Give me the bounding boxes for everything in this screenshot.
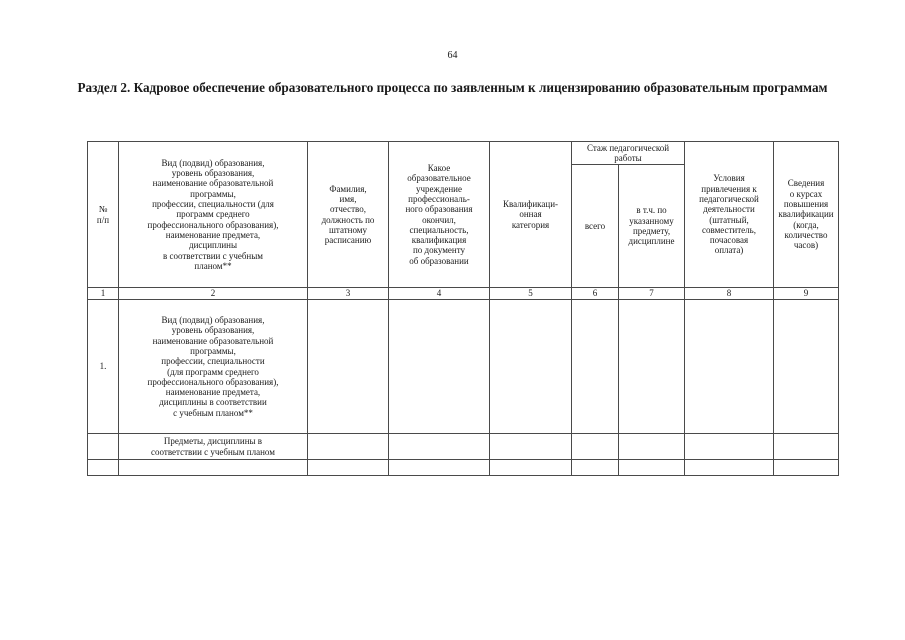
column-number: 1 bbox=[88, 288, 119, 300]
empty-cell bbox=[308, 300, 389, 434]
empty-cell bbox=[572, 300, 619, 434]
column-number: 4 bbox=[389, 288, 490, 300]
header-institution: Какое образовательное учреждение профессиональ- ного образования окончил, специальность, квалификация по документу об образовании bbox=[389, 142, 490, 288]
empty-cell bbox=[490, 460, 572, 476]
section-title: Раздел 2. Кадровое обеспечение образовательного процесса по заявленным к лицензированию образовательным программам bbox=[77, 80, 828, 95]
column-number: 6 bbox=[572, 288, 619, 300]
empty-cell bbox=[685, 434, 774, 460]
empty-cell bbox=[774, 300, 839, 434]
column-number: 2 bbox=[119, 288, 308, 300]
row-number bbox=[88, 434, 119, 460]
column-number: 5 bbox=[490, 288, 572, 300]
empty-cell bbox=[389, 300, 490, 434]
empty-cell bbox=[619, 434, 685, 460]
header-full-name: Фамилия, имя, отчество, должность по штатному расписанию bbox=[308, 142, 389, 288]
empty-cell bbox=[389, 460, 490, 476]
empty-cell bbox=[572, 460, 619, 476]
table-row bbox=[88, 300, 839, 434]
empty-cell bbox=[774, 434, 839, 460]
header-education-kind: Вид (подвид) образования, уровень образования, наименование образовательной программы, профессии, специальности (для программ среднего профессионального образования), наименование предмета, дисциплины в соответствии с учебным планом** bbox=[119, 142, 308, 288]
staffing-table bbox=[87, 141, 839, 476]
column-numbers-row bbox=[88, 288, 839, 300]
column-number: 9 bbox=[774, 288, 839, 300]
row-education-kind: Вид (подвид) образования, уровень образования, наименование образовательной программы, профессии, специальности (для программ среднего профессионального образования), наименование предмета, дисциплины в соответствии с учебным планом** bbox=[119, 300, 308, 434]
column-number: 3 bbox=[308, 288, 389, 300]
header-num: № п/п bbox=[88, 142, 119, 288]
empty-cell bbox=[490, 434, 572, 460]
empty-cell bbox=[389, 434, 490, 460]
table-row bbox=[88, 434, 839, 460]
page-number: 64 bbox=[447, 50, 458, 61]
column-number: 8 bbox=[685, 288, 774, 300]
empty-cell bbox=[572, 434, 619, 460]
empty-cell bbox=[308, 460, 389, 476]
header-experience-total: всего bbox=[572, 165, 619, 288]
row-subjects: Предметы, дисциплины в соответствии с учебным планом bbox=[119, 434, 308, 460]
column-number: 7 bbox=[619, 288, 685, 300]
empty-cell bbox=[685, 460, 774, 476]
empty-cell bbox=[308, 434, 389, 460]
header-courses: Сведения о курсах повышения квалификации (когда, количество часов) bbox=[774, 142, 839, 288]
header-category: Квалификаци- онная категория bbox=[490, 142, 572, 288]
row-number: 1. bbox=[88, 300, 119, 434]
header-experience-subject: в т.ч. по указанному предмету, дисциплине bbox=[619, 165, 685, 288]
empty-cell bbox=[619, 300, 685, 434]
empty-cell bbox=[88, 460, 119, 476]
empty-cell bbox=[685, 300, 774, 434]
header-experience: Стаж педагогической работы bbox=[572, 142, 685, 165]
empty-cell bbox=[490, 300, 572, 434]
empty-cell bbox=[619, 460, 685, 476]
table-row bbox=[88, 460, 839, 476]
header-conditions: Условия привлечения к педагогической деятельности (штатный, совместитель, почасовая оплата) bbox=[685, 142, 774, 288]
empty-cell bbox=[119, 460, 308, 476]
empty-cell bbox=[774, 460, 839, 476]
